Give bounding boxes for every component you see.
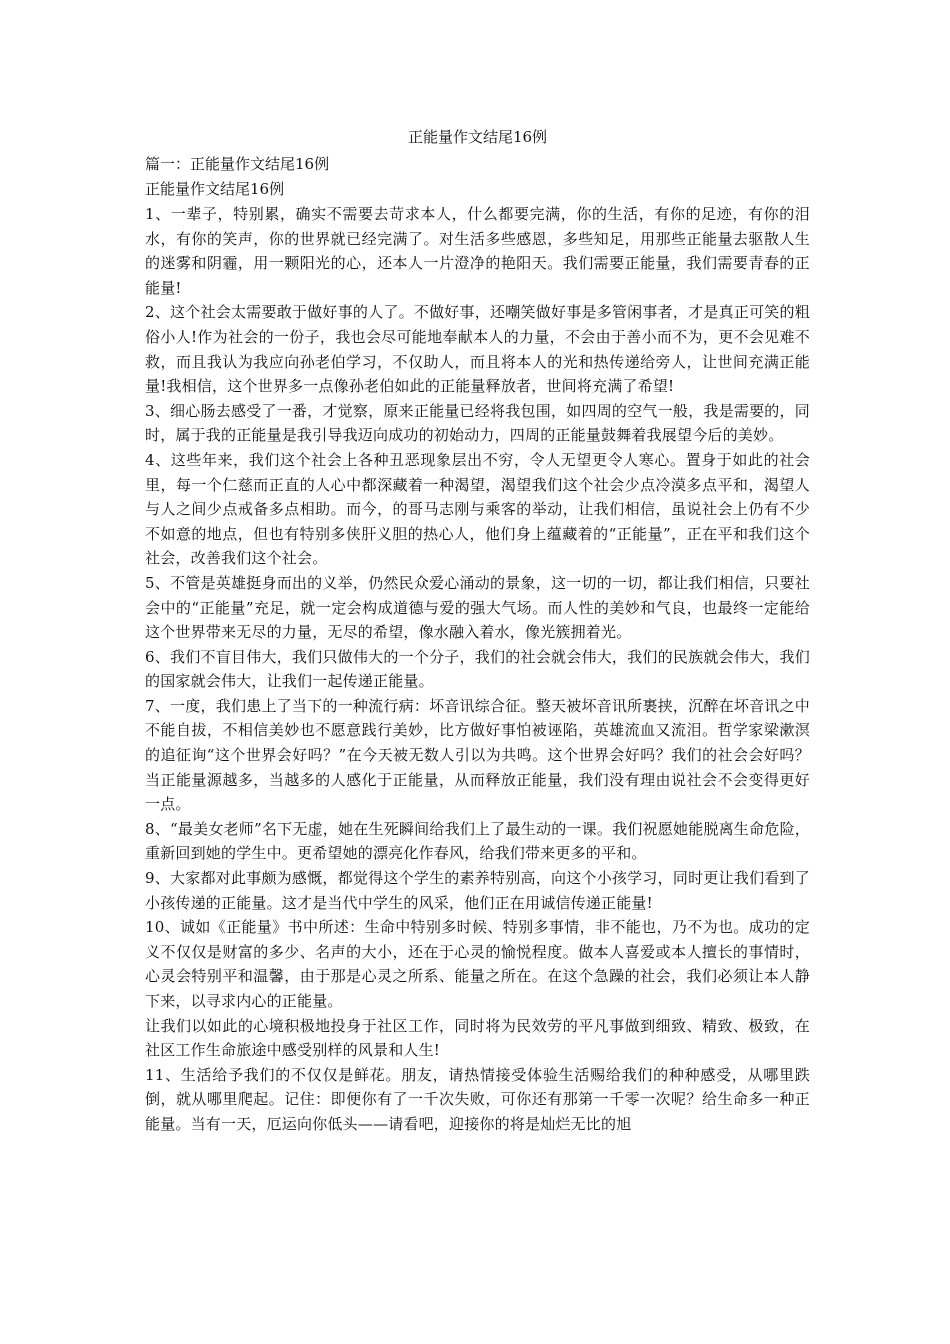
paragraph-10-continued: 让我们以如此的心境积极地投身于社区工作，同时将为民效劳的平凡事做到细致、精致、极致，在社区工作生命旅途中感受别样的风景和人生! [145,1016,810,1060]
paragraph-10: 10、诚如《正能量》书中所述：生命中特别多时候、特别多事情，非不能也，乃不为也。成功的定义不仅仅是财富的多少、名声的大小，还在于心灵的愉悦程度。做本人喜爱或本人擅长的事情时，心灵会特别平和温馨，由于那是心灵之所系、能量之所在。在这个急躁的社会，我们必须让本人静下来，以寻求内心的正能量。 [145,918,810,1010]
paragraph-3: 3、细心肠去感受了一番，才觉察，原来正能量已经将我包围，如四周的空气一般，我是需要的，同时，属于我的正能量是我引导我迈向成功的初始动力，四周的正能量鼓舞着我展望今后的美妙。 [145,401,810,445]
section-heading: 篇一：正能量作文结尾16例 [145,155,330,173]
paragraph-7: 7、一度，我们患上了当下的一种流行病：坏音讯综合征。整天被坏音讯所裹挟，沉醉在坏音讯之中不能自拔，不相信美妙也不愿意践行美妙，比方做好事怕被诬陷，英雄流血又流泪。哲学家梁漱溟的追征询“这个世界会好吗？”在今天被无数人引以为共鸣。这个世界会好吗？我们的社会会好吗？当正能量源越多，当越多的人感化于正能量，从而释放正能量，我们没有理由说社会不会变得更好一点。 [145,696,810,814]
paragraph-6: 6、我们不盲目伟大，我们只做伟大的一个分子，我们的社会就会伟大，我们的民族就会伟大，我们的国家就会伟大，让我们一起传递正能量。 [145,647,810,691]
paragraph-1: 1、一辈子，特别累，确实不需要去苛求本人，什么都要完满，你的生活，有你的足迹，有你的泪水，有你的笑声，你的世界就已经完满了。对生活多些感恩，多些知足，用那些正能量去驱散人生的迷雾和阴霾，用一颗阳光的心，还本人一片澄净的艳阳天。我们需要正能量，我们需要青春的正能量! [145,205,810,297]
paragraph-5: 5、不管是英雄挺身而出的义举，仍然民众爱心涌动的景象，这一切的一切，都让我们相信，只要社会中的“正能量”充足，就一定会构成道德与爱的强大气场。而人性的美妙和气良，也最终一定能给这个世界带来无尽的力量，无尽的希望，像水融入着水，像光簇拥着光。 [145,573,810,642]
paragraph-8: 8、“最美女老师”名下无虚，她在生死瞬间给我们上了最生动的一课。我们祝愿她能脱离生命危险，重新回到她的学生中。更希望她的漂亮化作春风，给我们带来更多的平和。 [145,819,810,863]
paragraph-9: 9、大家都对此事颇为感慨，都觉得这个学生的素养特别高，向这个小孩学习，同时更让我们看到了小孩传递的正能量。这才是当代中学生的风采，他们正在用诚信传递正能量! [145,869,810,912]
paragraph-11: 11、生活给予我们的不仅仅是鲜花。朋友，请热情接受体验生活赐给我们的种种感受，从哪里跌倒，就从哪里爬起。记住：即便你有了一千次失败，可你还有那第一千零一次呢？给生命多一种正能量。当有一天，厄运向你低头——请看吧，迎接你的将是灿烂无比的旭 [145,1065,810,1133]
document-title: 正能量作文结尾16例 [407,128,548,146]
paragraph-4: 4、这些年来，我们这个社会上各种丑恶现象层出不穷，令人无望更令人寒心。置身于如此的社会里，每一个仁慈而正直的人心中都深藏着一种渴望，渴望我们这个社会少点冷漠多点平和，渴望人与人之间少点戒备多点相助。而今，的哥马志刚与乘客的举动，让我们相信，虽说社会上仍有不少不如意的地点，但也有特别多侠肝义胆的热心人，他们身上蕴藏着的“正能量”，正在平和我们这个社会，改善我们这个社会。 [145,450,810,568]
sub-heading: 正能量作文结尾16例 [145,180,285,198]
paragraph-2: 2、这个社会太需要敢于做好事的人了。不做好事，还嘲笑做好事是多管闲事者，才是真正可笑的粗俗小人!作为社会的一份子，我也会尽可能地奉献本人的力量，不会由于善小而不为，更不会见难不救，而且我认为我应向孙老伯学习，不仅助人，而且将本人的光和热传递给旁人，让世间充满正能量!我相信，这个世界多一点像孙老伯如此的正能量释放者，世间将充满了希望! [145,303,810,396]
document-page [145,126,810,1137]
